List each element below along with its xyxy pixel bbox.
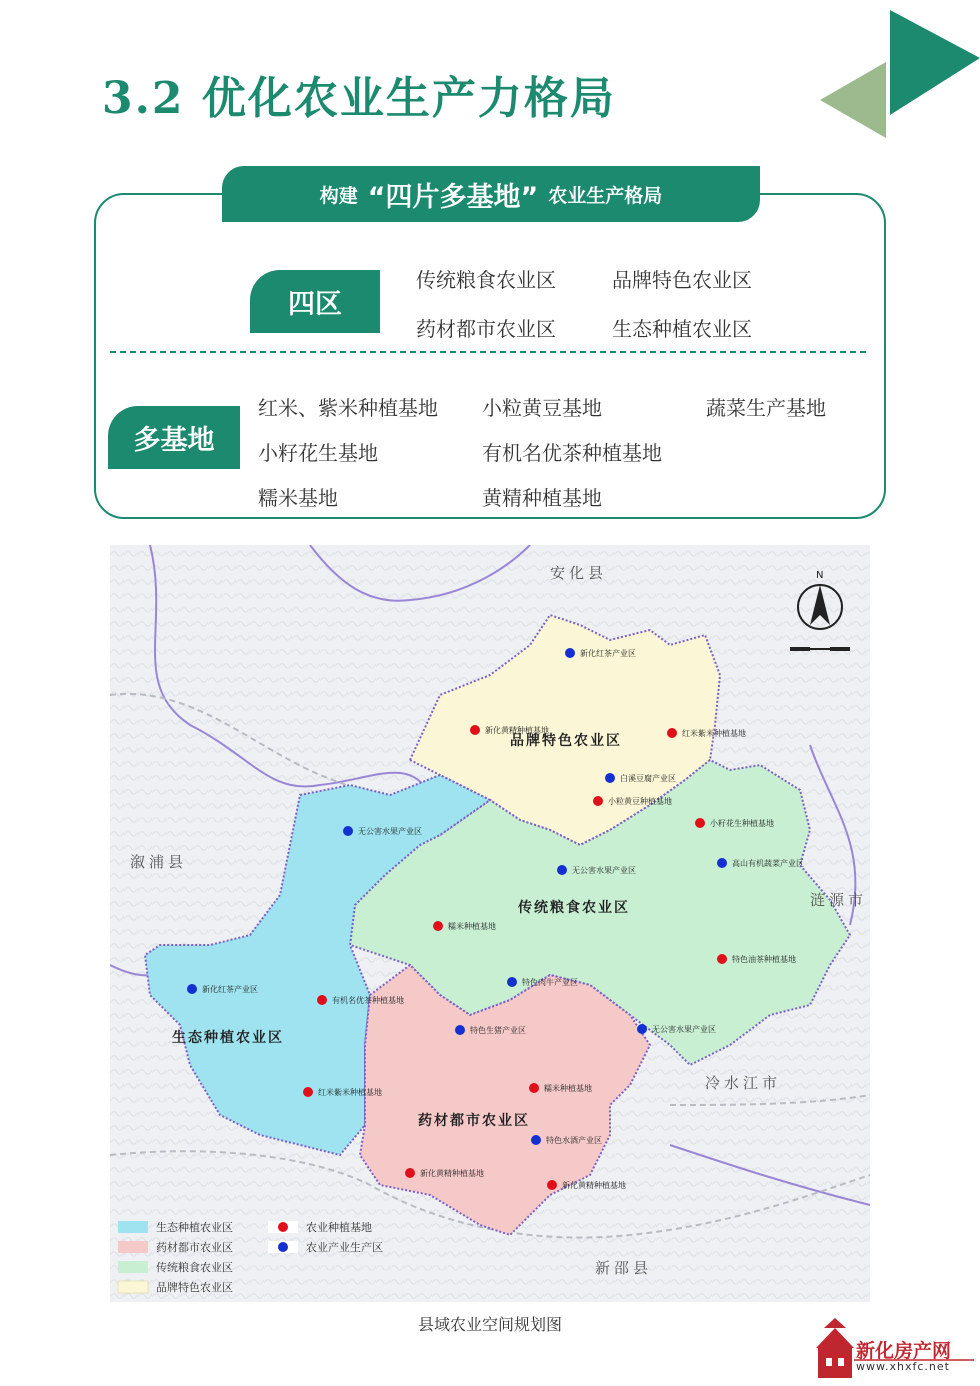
corner-decoration [820, 10, 980, 140]
planting-base-marker [667, 728, 677, 738]
industry-zone-marker [637, 1024, 647, 1034]
base-item: 蔬菜生产基地 [706, 396, 826, 420]
zone-item: 品牌特色农业区 [612, 268, 752, 292]
map-point-label: 特色肉牛产业区 [522, 978, 578, 987]
map-point-label: 白溪豆腐产业区 [620, 774, 676, 783]
zones-tag: 四区 [250, 270, 380, 333]
base-item: 糯米基地 [258, 486, 338, 510]
map-point-label: 无公害水果产业区 [652, 1025, 716, 1034]
section-divider [110, 351, 866, 353]
base-item: 有机名优茶种植基地 [482, 441, 662, 465]
map-point-label: 特色水酒产业区 [546, 1136, 602, 1145]
industry-zone-marker [343, 826, 353, 836]
planting-base-marker [695, 818, 705, 828]
map-point-label: 小籽花生种植基地 [710, 819, 774, 828]
base-item: 红米、紫米种植基地 [258, 396, 438, 420]
zone-label: 生态种植农业区 [172, 1030, 284, 1046]
planting-base-marker [529, 1083, 539, 1093]
neighbor-label: 涟源市 [810, 891, 868, 909]
pattern-card [94, 193, 886, 519]
neighbor-label: 新邵县 [595, 1259, 653, 1277]
map-point-label: 高山有机蔬菜产业区 [732, 859, 804, 868]
planting-base-marker [593, 796, 603, 806]
map-point-label: 有机名优茶种植基地 [332, 996, 404, 1005]
industry-zone-marker [455, 1025, 465, 1035]
base-item: 黄精种植基地 [482, 486, 602, 510]
base-item: 小粒黄豆基地 [482, 396, 602, 420]
map-point-label: 糯米种植基地 [544, 1084, 592, 1093]
map-point-label: 新化黄精种植基地 [485, 726, 549, 735]
planting-base-marker [433, 921, 443, 931]
zone-label: 传统粮食农业区 [518, 900, 630, 916]
legend-point-label: 农业产业生产区 [306, 1241, 383, 1254]
brand-name: 新化房产网 [856, 1340, 952, 1362]
industry-zone-marker [605, 773, 615, 783]
planting-base-marker [405, 1168, 415, 1178]
planting-base-marker [303, 1087, 313, 1097]
legend-point-label: 农业种植基地 [306, 1221, 372, 1234]
map-point-label: 无公害水果产业区 [572, 866, 636, 875]
zone-item: 药材都市农业区 [416, 317, 556, 341]
legend-zone-label: 生态种植农业区 [156, 1221, 233, 1234]
map-point-label: 糯米种植基地 [448, 922, 496, 931]
map-caption: 县域农业空间规划图 [417, 1315, 562, 1334]
compass-north-label: N [816, 570, 824, 581]
zone-item: 传统粮食农业区 [416, 268, 556, 292]
legend-zone-label: 传统粮食农业区 [156, 1261, 233, 1274]
brand-url: www.xhxfc.net [856, 1360, 950, 1373]
industry-zone-marker [507, 977, 517, 987]
card-header-quote: “四片多基地” [367, 181, 539, 213]
zone-label: 品牌特色农业区 [510, 733, 622, 749]
neighbor-label: 溆浦县 [130, 853, 188, 871]
planting-base-marker [470, 725, 480, 735]
neighbor-label: 安化县 [550, 564, 608, 582]
industry-zone-marker [565, 648, 575, 658]
card-header-suffix: 农业生产格局 [548, 184, 663, 207]
map-point-label: 无公害水果产业区 [358, 827, 422, 836]
planting-base-marker [547, 1180, 557, 1190]
map-point-label: 特色生猪产业区 [470, 1026, 526, 1035]
legend-zone-label: 品牌特色农业区 [156, 1281, 233, 1294]
map-point-label: 新化红茶产业区 [580, 649, 636, 658]
card-header-prefix: 构建 [319, 184, 358, 207]
planting-base-marker [317, 995, 327, 1005]
card-header [222, 166, 760, 222]
industry-zone-marker [531, 1135, 541, 1145]
base-item: 小籽花生基地 [258, 441, 378, 465]
zone-item: 生态种植农业区 [612, 317, 752, 341]
map-point-label: 红米紫米种植基地 [318, 1088, 382, 1097]
legend-zone-label: 药材都市农业区 [156, 1241, 233, 1254]
map-point-label: 新化红茶产业区 [202, 985, 258, 994]
zone-label: 药材都市农业区 [418, 1113, 530, 1129]
planting-base-marker [717, 954, 727, 964]
bases-tag: 多基地 [108, 406, 240, 469]
map-point-label: 特色油茶种植基地 [732, 955, 796, 964]
page-title: 3.2 优化农业生产力格局 [102, 73, 616, 124]
county-map [110, 545, 870, 1302]
map-point-label: 小粒黄豆种植基地 [608, 797, 672, 806]
industry-zone-marker [557, 865, 567, 875]
map-point-label: 新化黄精种植基地 [562, 1181, 626, 1190]
neighbor-label: 冷水江市 [705, 1074, 782, 1092]
map-point-label: 红米紫米种植基地 [682, 729, 746, 738]
industry-zone-marker [717, 858, 727, 868]
industry-zone-marker [187, 984, 197, 994]
map-point-label: 新化黄精种植基地 [420, 1169, 484, 1178]
